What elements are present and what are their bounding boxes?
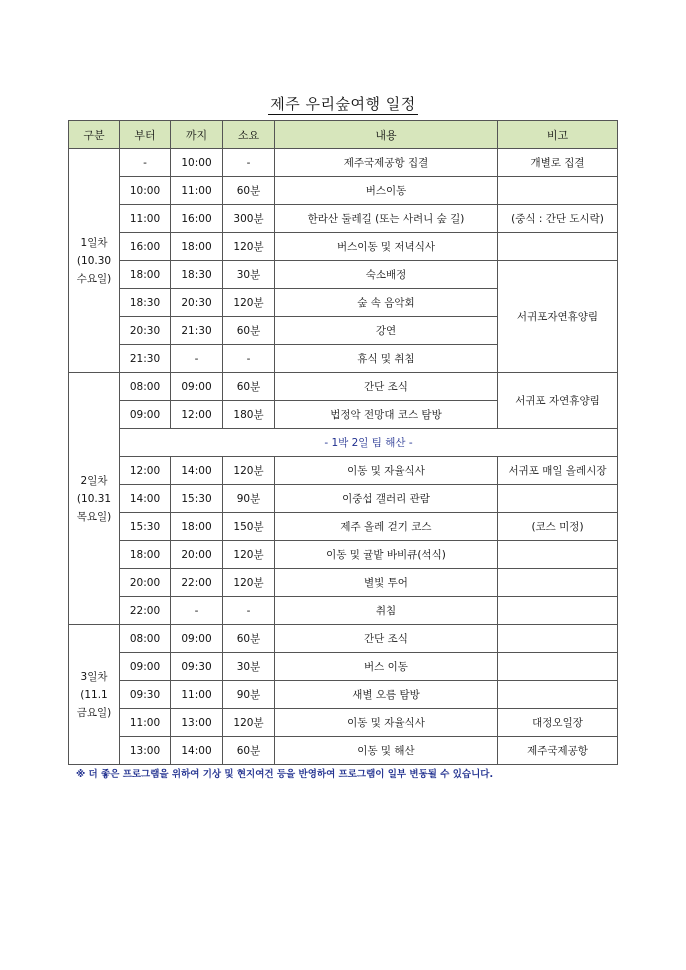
- table-row: 15:30 18:00 150분 제주 올레 걷기 코스 (코스 미정): [69, 513, 618, 541]
- document-title: [0, 93, 686, 114]
- day-label: 2일차 (10.31 목요일): [69, 373, 120, 625]
- header-to: 까지: [171, 121, 223, 149]
- table-row: 1일차 (10.30 수요일) - 10:00 - 제주국제공항 집결 개별로 집결: [69, 149, 618, 177]
- header-row: [69, 121, 618, 149]
- schedule-table: [68, 120, 618, 765]
- header-content: 내용: [275, 121, 498, 149]
- table-row: 21:30 - - 휴식 및 취침: [69, 345, 618, 373]
- table-row: 18:00 18:30 30분 숙소배정 서귀포자연휴양림: [69, 261, 618, 289]
- table-row: 14:00 15:30 90분 이중섭 갤러리 관람: [69, 485, 618, 513]
- table-row: 2일차 (10.31 목요일) 08:00 09:00 60분 간단 조식 서귀포 자연휴양림: [69, 373, 618, 401]
- table-row: 10:00 11:00 60분 버스이동: [69, 177, 618, 205]
- table-row: 11:00 16:00 300분 한라산 둘레길 (또는 사려니 숲 길) (중식 : 간단 도시락): [69, 205, 618, 233]
- table-row: 20:00 22:00 120분 별빛 투어: [69, 569, 618, 597]
- table-row: 18:00 20:00 120분 이동 및 귤밭 바비큐(석식): [69, 541, 618, 569]
- header-duration: 소요: [223, 121, 275, 149]
- table-row: 18:30 20:30 120분 숲 속 음악회: [69, 289, 618, 317]
- day-label: 1일차 (10.30 수요일): [69, 149, 120, 373]
- table-row: 13:00 14:00 60분 이동 및 해산 제주국제공항: [69, 737, 618, 765]
- note-merged: 서귀포 자연휴양림: [498, 373, 618, 429]
- team-dismiss-notice: - 1박 2일 팀 해산 -: [120, 429, 618, 457]
- table-row: 22:00 - - 취침: [69, 597, 618, 625]
- table-row: 3일차 (11.1 금요일) 08:00 09:00 60분 간단 조식: [69, 625, 618, 653]
- header-category: 구분: [69, 121, 120, 149]
- table-row: 20:30 21:30 60분 강연: [69, 317, 618, 345]
- table-row: 11:00 13:00 120분 이동 및 자율식사 대정오일장: [69, 709, 618, 737]
- table-row: 09:00 09:30 30분 버스 이동: [69, 653, 618, 681]
- day-label: 3일차 (11.1 금요일): [69, 625, 120, 765]
- footnote: ※ 더 좋은 프로그램을 위하여 기상 및 현지여건 등을 반영하여 프로그램이 일부 변동될 수 있습니다.: [76, 769, 494, 780]
- table-row: 12:00 14:00 120분 이동 및 자율식사 서귀포 매일 올레시장: [69, 457, 618, 485]
- title-text: 제주 우리숲여행 일정: [270, 95, 416, 113]
- header-from: 부터: [120, 121, 171, 149]
- header-note: 비고: [498, 121, 618, 149]
- notice-row: [69, 429, 618, 457]
- note-merged: 서귀포자연휴양림: [498, 261, 618, 373]
- table-row: 09:00 12:00 180분 법정악 전망대 코스 탐방: [69, 401, 618, 429]
- table-row: 16:00 18:00 120분 버스이동 및 저녁식사: [69, 233, 618, 261]
- table-row: 09:30 11:00 90분 새별 오름 탐방: [69, 681, 618, 709]
